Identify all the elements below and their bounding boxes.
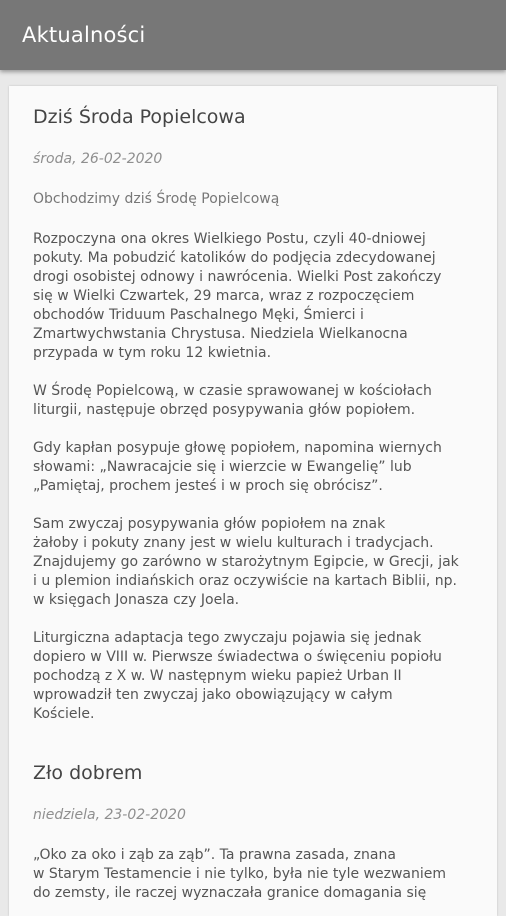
post-body	[33, 846, 483, 916]
post-paragraph: Rozpoczyna ona okres Wielkiego Postu, czyli 40-dniowej pokuty. Ma pobudzić katolików do podjęcia zdecydowanej drogi osobistej odnowy i nawrócenia. Wielki Post zakończy się w Wielki Czwartek, 29 marca, wraz z rozpoczęciem obchodów Triduum Paschalnego Męki, Śmierci i Zmartwychwstania Chrystusa. Niedziela Wielkanocna przypada w tym roku 12 kwietnia.	[33, 231, 442, 361]
news-feed[interactable]	[9, 86, 497, 916]
post-paragraph: „Oko za oko i ząb za ząb”. Ta prawna zasada, znana w Starym Testamencie i nie tylko, była nie tyle wezwaniem do zemsty, ile raczej wyznaczała granice domagania się	[33, 847, 446, 901]
app-title: Aktualności	[22, 23, 146, 47]
post-body	[33, 230, 483, 743]
post-date: niedziela, 23-02-2020	[33, 807, 186, 823]
post-paragraph: Gdy kapłan posypuje głowę popiołem, napomina wiernych słowami: „Nawracajcie się i wierzcie w Ewangelię” lub „Pamiętaj, prochem jesteś i w proch się obrócisz”.	[33, 440, 442, 494]
post-paragraph: Sam zwyczaj posypywania głów popiołem na znak żałoby i pokuty znany jest w wielu kulturach i tradycjach. Znajdujemy go zarówno w starożytnym Egipcie, w Grecji, jak i u plemion indiańskich oraz oczywiście na kartach Biblii, np. w księgach Jonasza czy Joela.	[33, 516, 459, 608]
app-bar	[0, 0, 506, 70]
post-title: Dziś Środa Popielcowa	[33, 106, 246, 128]
post-date: środa, 26-02-2020	[33, 151, 163, 167]
post-lead: Obchodzimy dziś Środę Popielcową	[33, 191, 280, 207]
post-title: Zło dobrem	[33, 762, 143, 784]
post-paragraph: Liturgiczna adaptacja tego zwyczaju pojawia się jednak dopiero w VIII w. Pierwsze świadectwa o święceniu popiołu pochodzą z X w. W następnym wieku papież Urban II wprowadził ten zwyczaj jako obowiązujący w całym Kościele.	[33, 630, 442, 722]
post-paragraph: W Środę Popielcową, w czasie sprawowanej w kościołach liturgii, następuje obrzęd posypywania głów popiołem.	[33, 383, 432, 418]
